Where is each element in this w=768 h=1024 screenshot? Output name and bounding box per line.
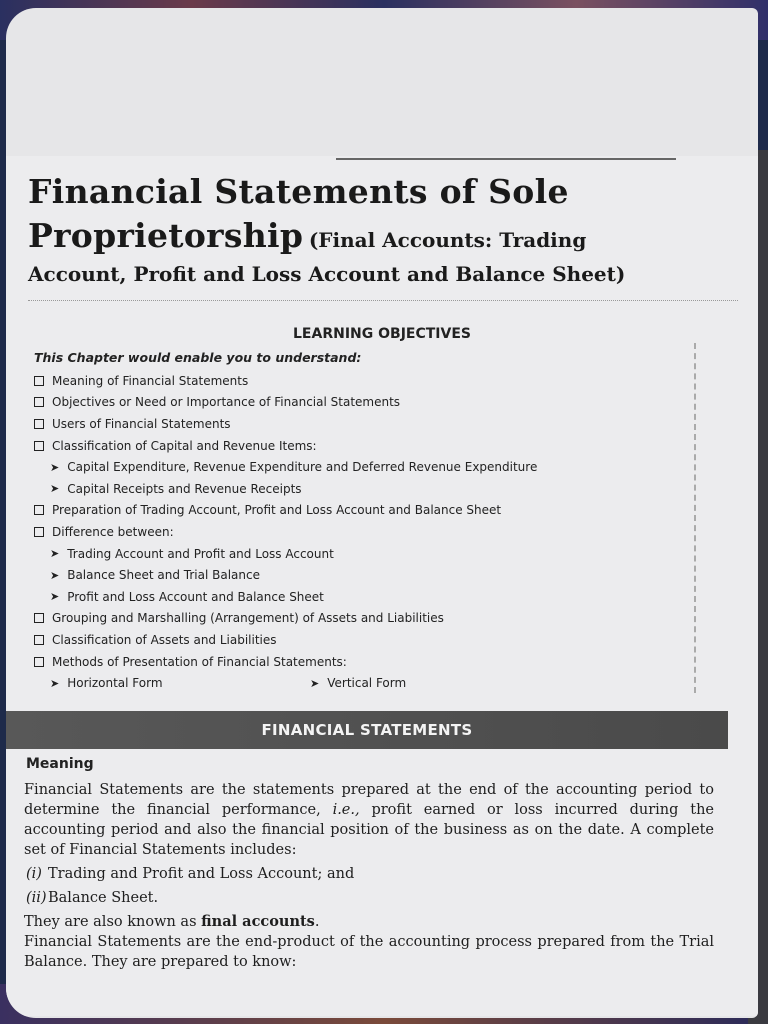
list-subitem: ➤ Profit and Loss Account and Balance Sheet (50, 589, 324, 604)
checkbox-bullet-icon (34, 657, 44, 667)
arrow-bullet-icon: ➤ (50, 676, 60, 690)
chapter-title (28, 170, 728, 288)
meaning-subheading: Meaning (26, 756, 94, 772)
title-line-3: Account, Profit and Loss Account and Balance Sheet) (28, 262, 626, 286)
title-line-1: Financial Statements of Sole (28, 172, 569, 211)
arrow-bullet-icon: ➤ (50, 568, 60, 582)
learning-objectives-list (34, 370, 714, 694)
arrow-bullet-icon: ➤ (50, 590, 60, 604)
checkbox-bullet-icon (34, 419, 44, 429)
method-vertical: ➤ Vertical Form (310, 676, 407, 691)
heading-rule (336, 158, 676, 160)
title-divider (28, 300, 738, 301)
checkbox-bullet-icon (34, 613, 44, 623)
arrow-bullet-icon: ➤ (50, 460, 60, 474)
learning-objectives-heading: LEARNING OBJECTIVES (293, 326, 471, 342)
arrow-bullet-icon: ➤ (50, 482, 60, 496)
section-banner-title: FINANCIAL STATEMENTS (261, 721, 473, 739)
paragraph-1: Financial Statements are the statements prepared at the end of the accounting period to determine the financial performance, i.e., profit earned or loss incurred during the accounting period and also the financial position of the business as on the date. A complete set of Financial Statements includes: (24, 782, 714, 858)
checkbox-bullet-icon (34, 397, 44, 407)
list-item: (ii) Balance Sheet. (26, 890, 159, 906)
checkbox-bullet-icon (34, 635, 44, 645)
arrow-bullet-icon: ➤ (50, 547, 60, 561)
paragraph-2: They are also known as final accounts. (24, 913, 320, 930)
checkbox-bullet-icon (34, 441, 44, 451)
paragraph-3: Financial Statements are the end-product of the accounting process prepared from the Trial Balance. They are prepared to know: (24, 934, 714, 970)
list-subitem: ➤ Balance Sheet and Trial Balance (50, 568, 260, 583)
list-item: Meaning of Financial Statements (34, 370, 714, 392)
method-horizontal: ➤ Horizontal Form (50, 676, 163, 691)
margin-mark (694, 343, 699, 693)
list-subitem: ➤ Trading Account and Profit and Loss Account (50, 546, 334, 561)
title-line-2: Proprietorship (28, 216, 304, 255)
list-subitem: ➤ Capital Receipts and Revenue Receipts (50, 481, 302, 496)
methods-row (34, 672, 714, 694)
list-item: Users of Financial Statements (34, 413, 714, 435)
list-item: Classification of Capital and Revenue Items: (34, 435, 714, 457)
book-page (6, 8, 758, 1018)
section-body (24, 780, 714, 972)
list-item: Objectives or Need or Importance of Financial Statements (34, 392, 714, 414)
list-item: Methods of Presentation of Financial Statements: (34, 651, 714, 673)
checkbox-bullet-icon (34, 527, 44, 537)
list-item: Difference between: (34, 521, 714, 543)
list-item: Grouping and Marshalling (Arrangement) of Assets and Liabilities (34, 608, 714, 630)
title-line-2-paren: (Final Accounts: Trading (308, 228, 587, 252)
checkbox-bullet-icon (34, 376, 44, 386)
list-subitem: ➤ Capital Expenditure, Revenue Expenditure and Deferred Revenue Expenditure (50, 460, 538, 475)
list-item: Preparation of Trading Account, Profit and Loss Account and Balance Sheet (34, 500, 714, 522)
arrow-bullet-icon: ➤ (310, 676, 320, 690)
learning-objectives-intro: This Chapter would enable you to understand: (34, 350, 362, 365)
list-item: (i) Trading and Profit and Loss Account; and (26, 866, 355, 882)
checkbox-bullet-icon (34, 505, 44, 515)
list-item: Classification of Assets and Liabilities (34, 629, 714, 651)
